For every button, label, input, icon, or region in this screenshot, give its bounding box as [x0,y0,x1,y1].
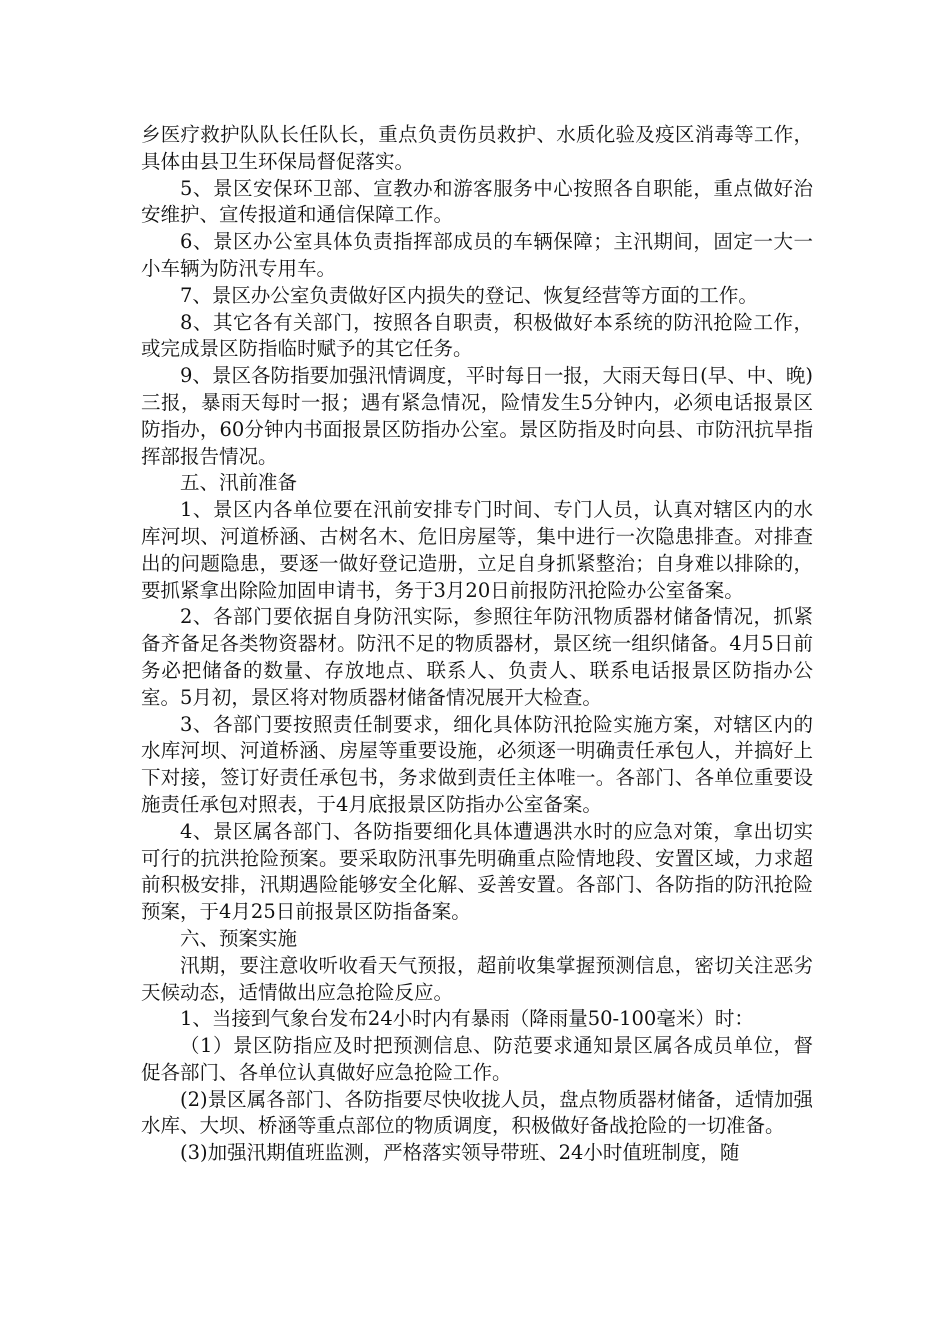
section-heading-plan-implementation: 六、预案实施 [180,926,298,950]
paragraph-prep-3: 3、各部门要按照责任制要求，细化具体防汛抢险实施方案，对辖区内的水库河坝、河道桥涵、房屋等重要设施，必须逐一明确责任承包人，并搞好上下对接，签订好责任承包书，务求做到责任主体唯一。各部门、各单位重要设施责任承包对照表，于4月底报景区防指办公室备案。 [141,712,813,816]
section-heading-pre-flood-preparation: 五、汛前准备 [180,471,298,495]
document-page [141,122,813,1167]
paragraph-item-6: 6、景区办公室具体负责指挥部成员的车辆保障；主汛期间，固定一大一小车辆为防汛专用车。 [141,230,813,280]
paragraph-flood-season-intro: 汛期，要注意收听收看天气预报，超前收集掌握预测信息，密切关注恶劣天候动态，适情做出应急抢险反应。 [141,953,813,1004]
paragraph-item-7: 7、景区办公室负责做好区内损失的登记、恢复经营等方面的工作。 [180,283,758,307]
paragraph-medical-team: 乡医疗救护队队长任队长，重点负责伤员救护、水质化验及疫区消毒等工作，具体由县卫生环保局督促落实。 [141,123,813,173]
paragraph-subitem-2: (2)景区属各部门、各防指要尽快收拢人员，盘点物质器材储备，适情加强水库、大坝、桥涵等重点部位的物质调度，积极做好备战抢险的一切准备。 [141,1087,813,1138]
paragraph-subitem-3: (3)加强汛期值班监测，严格落实领导带班、24小时值班制度，随 [180,1141,740,1165]
paragraph-prep-4: 4、景区属各部门、各防指要细化具体遭遇洪水时的应急对策，拿出切实可行的抗洪抢险预案。要采取防汛事先明确重点险情地段、安置区域，力求超前积极安排，汛期遇险能够安全化解、妥善安置。各部门、各防指的防汛抢险预案，于4月25日前报景区防指备案。 [141,819,813,924]
paragraph-item-8: 8、其它各有关部门，按照各自职责，积极做好本系统的防汛抢险工作，或完成景区防指临时赋予的其它任务。 [141,310,813,361]
paragraph-item-9: 9、景区各防指要加强汛情调度，平时每日一报，大雨天每日(早、中、晚)三报，暴雨天每时一报；遇有紧急情况，险情发生5分钟内，必须电话报景区防指办，60分钟内书面报景区防指办公室。景区防指及时向县、市防汛抗旱指挥部报告情况。 [141,364,813,468]
paragraph-prep-2: 2、各部门要依据自身防汛实际，参照往年防汛物质器材储备情况，抓紧备齐备足各类物资器材。防汛不足的物质器材，景区统一组织储备。4月5日前务必把储备的数量、存放地点、联系人、负责人、联系电话报景区防指办公室。5月初，景区将对物质器材储备情况展开大检查。 [141,605,813,709]
paragraph-subitem-1: （1）景区防指应及时把预测信息、防范要求通知景区属各成员单位，督促各部门、各单位认真做好应急抢险工作。 [141,1034,813,1084]
paragraph-implementation-1: 1、当接到气象台发布24小时内有暴雨（降雨量50-100毫米）时： [180,1007,754,1031]
paragraph-item-5: 5、景区安保环卫部、宣教办和游客服务中心按照各自职能，重点做好治安维护、宣传报道和通信保障工作。 [141,176,813,227]
paragraph-prep-1: 1、景区内各单位要在汛前安排专门时间、专门人员，认真对辖区内的水库河坝、河道桥涵、古树名木、危旧房屋等，集中进行一次隐患排查。对排查出的问题隐患，要逐一做好登记造册，立足自身抓紧整治；自身难以排除的，要抓紧拿出除险加固申请书，务于3月20日前报防汛抢险办公室备案。 [141,498,813,602]
